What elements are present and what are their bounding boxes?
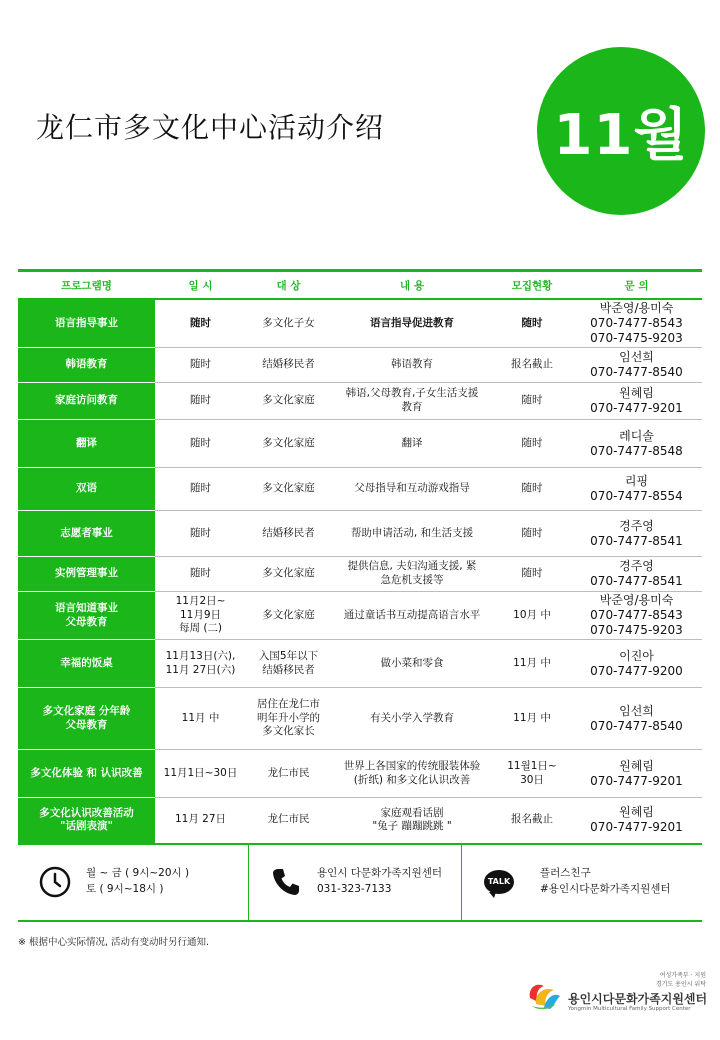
talk-icon: TALK: [484, 870, 514, 894]
program-date: 随时: [155, 420, 246, 468]
phone-text: 용인시 다문화가족지원센터 031-323-7133: [317, 867, 443, 895]
program-status: 11月 中: [493, 640, 571, 688]
program-content: 提供信息, 夫妇沟通支援, 紧 急危机支援等: [331, 557, 493, 592]
kakao-text: 플러스친구 #용인시다문화가족지원센터: [540, 867, 671, 895]
program-contact: 이진아 070-7477-9200: [571, 640, 702, 688]
program-target: 龙仁市民: [246, 750, 331, 798]
program-content: 父母指导和互动游戏指导: [331, 468, 493, 511]
program-content: 世界上各国家的传统服装体验 (折纸) 和多文化认识改善: [331, 750, 493, 798]
program-target: 多文化家庭: [246, 468, 331, 511]
program-content: 通过童话书互动提高语言水平: [331, 592, 493, 640]
program-content: 家庭观看话剧 "兔子 蹦蹦跳跳 ": [331, 798, 493, 844]
page-title: 龙仁市多文化中心活动介绍: [36, 111, 385, 144]
program-content: 韩语教育: [331, 348, 493, 383]
family-logo-icon: [526, 978, 562, 1010]
program-content: 翻译: [331, 420, 493, 468]
program-status: 随时: [493, 468, 571, 511]
program-contact: 원혜림 070-7477-9201: [571, 750, 702, 798]
program-date: 随时: [155, 511, 246, 557]
program-name: 韩语教育: [18, 348, 155, 383]
table-row: [18, 592, 702, 640]
table-row: [18, 688, 702, 750]
table-row: [18, 557, 702, 592]
month-badge: 11월: [537, 47, 705, 215]
program-content: 语言指导促进教育: [331, 299, 493, 348]
table-row: [18, 798, 702, 844]
program-contact: 박준영/용미숙 070-7477-8543 070-7475-9203: [571, 592, 702, 640]
table-header-row: [18, 271, 702, 300]
program-target: 结婚移民者: [246, 511, 331, 557]
kakao-plus-friend: [462, 843, 702, 920]
program-status: 报名截止: [493, 798, 571, 844]
program-status: 随时: [493, 383, 571, 420]
program-name: 双语: [18, 468, 155, 511]
program-date: 随时: [155, 299, 246, 348]
footer-info-bar: [18, 843, 702, 922]
program-name: 多文化家庭 分年龄 父母教育: [18, 688, 155, 750]
program-contact: 임선희 070-7477-8540: [571, 688, 702, 750]
center-phone: [249, 843, 462, 920]
table-row: [18, 511, 702, 557]
logo-commission-line: 경기도 용인시 위탁: [655, 981, 706, 988]
program-contact: 리핑 070-7477-8554: [571, 468, 702, 511]
program-target: 多文化家庭: [246, 557, 331, 592]
program-contact: 박준영/용미숙 070-7477-8543 070-7475-9203: [571, 299, 702, 348]
program-date: 11月1日~30日: [155, 750, 246, 798]
program-name: 多文化体验 和 认识改善: [18, 750, 155, 798]
program-contact: 원혜림 070-7477-9201: [571, 798, 702, 844]
program-name: 多文化认识改善活动 "话剧表演": [18, 798, 155, 844]
column-header-target: 대 상: [246, 271, 331, 300]
program-content: 做小菜和零食: [331, 640, 493, 688]
program-target: 入国5年以下 结婚移民者: [246, 640, 331, 688]
program-status: 随时: [493, 420, 571, 468]
program-target: 居住在龙仁市 明年升小学的 多文化家长: [246, 688, 331, 750]
program-name: 幸福的饭桌: [18, 640, 155, 688]
program-date: 11月13日(六), 11月 27日(六): [155, 640, 246, 688]
program-contact: 레디솔 070-7477-8548: [571, 420, 702, 468]
column-header-contact: 문 의: [571, 271, 702, 300]
program-name: 实例管理事业: [18, 557, 155, 592]
program-name: 翻译: [18, 420, 155, 468]
program-date: 11月 27日: [155, 798, 246, 844]
table-row: [18, 640, 702, 688]
program-date: 随时: [155, 348, 246, 383]
program-date: 随时: [155, 383, 246, 420]
program-target: 多文化家庭: [246, 592, 331, 640]
program-table: [18, 269, 702, 845]
program-target: 结婚移民者: [246, 348, 331, 383]
opening-hours: [18, 843, 249, 920]
program-name: 语言知道事业 父母教育: [18, 592, 155, 640]
program-date: 11月 中: [155, 688, 246, 750]
program-status: 11월1日~ 30日: [493, 750, 571, 798]
program-date: 随时: [155, 557, 246, 592]
notice-text: ※ 根据中心实际情况, 活动有变动时另行通知.: [18, 937, 210, 948]
program-content: 韩语,父母教育,子女生活支援 教育: [331, 383, 493, 420]
logo-support-line: 여성가족부 · 지원: [659, 972, 706, 979]
phone-icon: [269, 865, 303, 899]
program-contact: 원혜림 070-7477-9201: [571, 383, 702, 420]
program-content: 帮助申请活动, 和生活支援: [331, 511, 493, 557]
program-name: 志愿者事业: [18, 511, 155, 557]
program-status: 10月 中: [493, 592, 571, 640]
column-header-status: 모집현황: [493, 271, 571, 300]
program-contact: 경주영 070-7477-8541: [571, 511, 702, 557]
program-status: 随时: [493, 299, 571, 348]
logo-center-name: 용인시다문화가족지원센터: [568, 992, 708, 1006]
table-row: [18, 750, 702, 798]
program-contact: 임선희 070-7477-8540: [571, 348, 702, 383]
hours-text: 월 ~ 금 ( 9시~20시 ) 토 ( 9시~18시 ): [86, 867, 190, 895]
program-name: 语言指导事业: [18, 299, 155, 348]
program-target: 龙仁市民: [246, 798, 331, 844]
clock-icon: [38, 865, 72, 899]
program-target: 多文化家庭: [246, 420, 331, 468]
program-target: 多文化家庭: [246, 383, 331, 420]
program-date: 随时: [155, 468, 246, 511]
table-row: [18, 348, 702, 383]
program-status: 随时: [493, 511, 571, 557]
program-status: 11月 中: [493, 688, 571, 750]
program-status: 随时: [493, 557, 571, 592]
column-header-program: 프로그램명: [18, 271, 155, 300]
program-name: 家庭访问教育: [18, 383, 155, 420]
table-row: [18, 468, 702, 511]
table-row: [18, 299, 702, 348]
center-logo: [522, 970, 708, 1020]
column-header-date: 일 시: [155, 271, 246, 300]
table-row: [18, 383, 702, 420]
program-date: 11月2日~ 11月9日 每周 (二): [155, 592, 246, 640]
logo-english-name: Yongmin Multicultural Family Support Center: [568, 1006, 691, 1012]
program-contact: 경주영 070-7477-8541: [571, 557, 702, 592]
program-target: 多文化子女: [246, 299, 331, 348]
table-row: [18, 420, 702, 468]
column-header-content: 내 용: [331, 271, 493, 300]
program-status: 报名截止: [493, 348, 571, 383]
program-content: 有关小学入学教育: [331, 688, 493, 750]
